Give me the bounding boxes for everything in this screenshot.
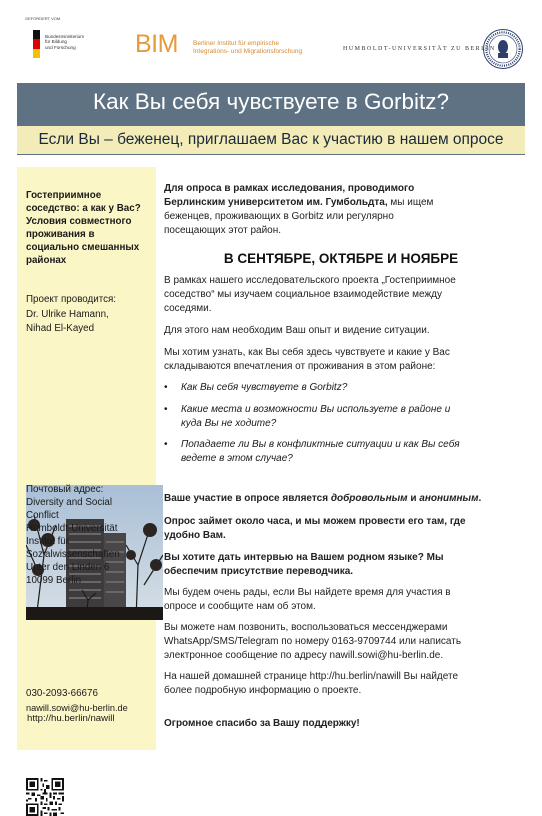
contact-line: WhatsApp/SMS/Telegram по номеру 0163-9709744 или написать bbox=[164, 636, 462, 647]
bim-line: Berliner Institut für empirische bbox=[193, 40, 279, 47]
bullet: • bbox=[164, 404, 168, 415]
duration-line: удобно Вам. bbox=[164, 530, 226, 541]
list-item bbox=[164, 403, 514, 431]
address-line: 10099 Berlin bbox=[26, 575, 82, 586]
project-lead-name: Nihad El-Kayed bbox=[26, 323, 95, 334]
bmbf-logo bbox=[25, 16, 95, 66]
intro-line: посещающих этот район. bbox=[164, 225, 282, 236]
voluntary-text: и bbox=[407, 493, 420, 504]
thanks-line: Огромное спасибо за Вашу поддержку! bbox=[164, 718, 360, 729]
address-line: Diversity and Social bbox=[26, 497, 113, 508]
bmbf-line: Bundesministerium bbox=[45, 34, 85, 39]
hu-seal-icon bbox=[482, 28, 524, 70]
bim-logo-text bbox=[193, 40, 343, 56]
sidebar bbox=[17, 167, 156, 750]
intro-bold: Берлинским университетом им. Гумбольдта, bbox=[164, 197, 388, 208]
address-line: Unter den Linden 6 bbox=[26, 562, 110, 573]
homepage-line: На нашей домашней странице http://hu.berlin/nawill Вы найдете bbox=[164, 671, 459, 682]
postal-address-label: Почтовый адрес: bbox=[26, 484, 104, 495]
duration-line: Опрос займет около часа, и мы можем провести его там, где bbox=[164, 516, 466, 527]
email-link[interactable]: nawill.sowi@hu-berlin.de bbox=[26, 703, 128, 713]
intro-regular: мы ищем bbox=[387, 197, 434, 208]
bullet: • bbox=[164, 439, 168, 450]
project-paragraph-line: В рамках нашего исследовательского проекта „Гостеприимное bbox=[164, 275, 456, 286]
voluntary-line bbox=[164, 492, 514, 506]
project-title-line: социально смешанных bbox=[26, 242, 140, 253]
project-title-line: соседство: а как у Вас? bbox=[26, 203, 141, 214]
project-title-line: проживания в bbox=[26, 229, 95, 240]
bmbf-line: für Bildung bbox=[45, 39, 67, 45]
question-text: Как Вы себя чувствуете в Gorbitz? bbox=[181, 382, 348, 393]
project-lead-name: Dr. Ulrike Hamann, bbox=[26, 309, 109, 320]
question-intro-line: складываются впечатления от проживания в этом районе: bbox=[164, 361, 436, 372]
list-item bbox=[164, 438, 514, 466]
bmbf-funded-label: GEFÖRDERT VOM bbox=[25, 16, 61, 21]
project-paragraph-line: соседство“ мы изучаем социальное взаимодействие между bbox=[164, 289, 443, 300]
question-text: Какие места и возможности Вы используете в районе и bbox=[181, 404, 451, 415]
address-line: Conflict bbox=[26, 510, 59, 521]
hu-berlin-name: HUMBOLDT-UNIVERSITÄT ZU BERLIN bbox=[343, 46, 496, 52]
project-title-line: Условия совместного bbox=[26, 216, 132, 227]
question-text: Попадаете ли Вы в конфликтные ситуации и как Вы себя bbox=[181, 439, 460, 450]
address-line: Sozialwissenschaften bbox=[26, 549, 120, 560]
intro-line: Для опроса в рамках исследования, проводимого bbox=[164, 183, 415, 194]
invite-line: Мы будем очень рады, если Вы найдете время для участия в bbox=[164, 587, 451, 598]
contact-line: электронное сообщение по адресу nawill.sowi@hu-berlin.de. bbox=[164, 650, 444, 661]
homepage-line: более подробную информацию о проекте. bbox=[164, 685, 362, 696]
qr-code-icon[interactable] bbox=[26, 778, 64, 816]
interpreter-line: обеспечим присутствие переводчика. bbox=[164, 566, 354, 577]
contact-line: Вы можете нам позвонить, воспользоваться мессенджерами bbox=[164, 622, 448, 633]
bmbf-line: und Forschung bbox=[45, 44, 76, 50]
project-title-line: Гостеприимное bbox=[26, 190, 102, 201]
question-text: ведете в этом случае? bbox=[181, 453, 293, 464]
german-flag-icon bbox=[33, 30, 40, 58]
project-paragraph-line: соседями. bbox=[164, 303, 212, 314]
question-text: куда Вы не ходите? bbox=[181, 418, 277, 429]
bim-logo-mark: BIM bbox=[135, 30, 178, 58]
anonymous-emphasis: анонимным bbox=[419, 493, 479, 504]
bim-line: Integrations- und Migrationsforschung bbox=[193, 48, 303, 55]
bullet: • bbox=[164, 382, 168, 393]
season-heading: В СЕНТЯБРЕ, ОКТЯБРЕ И НОЯБРЕ bbox=[223, 251, 459, 266]
voluntary-emphasis: добровольным bbox=[330, 493, 408, 504]
project-lead-label: Проект проводится: bbox=[26, 294, 117, 305]
interpreter-line: Вы хотите дать интервью на Вашем родном языке? Мы bbox=[164, 552, 444, 563]
voluntary-text: Ваше участие в опросе является bbox=[164, 493, 331, 504]
address-line: Institut für bbox=[26, 536, 70, 547]
question-intro-line: Мы хотим узнать, как Вы себя здесь чувствуете и какие у Вас bbox=[164, 347, 450, 358]
intro-line: беженцев, проживающих в Gorbitz или регулярно bbox=[164, 211, 394, 222]
list-item bbox=[164, 381, 514, 395]
experience-paragraph: Для этого нам необходим Ваш опыт и видение ситуации. bbox=[164, 325, 430, 336]
project-title-line: районах bbox=[26, 255, 67, 266]
page-title: Как Вы себя чувствуете в Gorbitz? bbox=[93, 89, 449, 114]
page-subtitle: Если Вы – беженец, приглашаем Вас к участию в нашем опросе bbox=[17, 126, 525, 154]
phone-number: 030-2093-66676 bbox=[26, 688, 98, 699]
address-line: Humboldt-Universität bbox=[26, 523, 118, 534]
invite-line: опросе и сообщите нам об этом. bbox=[164, 601, 316, 612]
website-link[interactable]: http://hu.berlin/nawill bbox=[27, 713, 115, 724]
bmbf-ministry-name bbox=[45, 34, 84, 50]
voluntary-text: . bbox=[478, 493, 482, 504]
intro-line bbox=[164, 196, 514, 210]
